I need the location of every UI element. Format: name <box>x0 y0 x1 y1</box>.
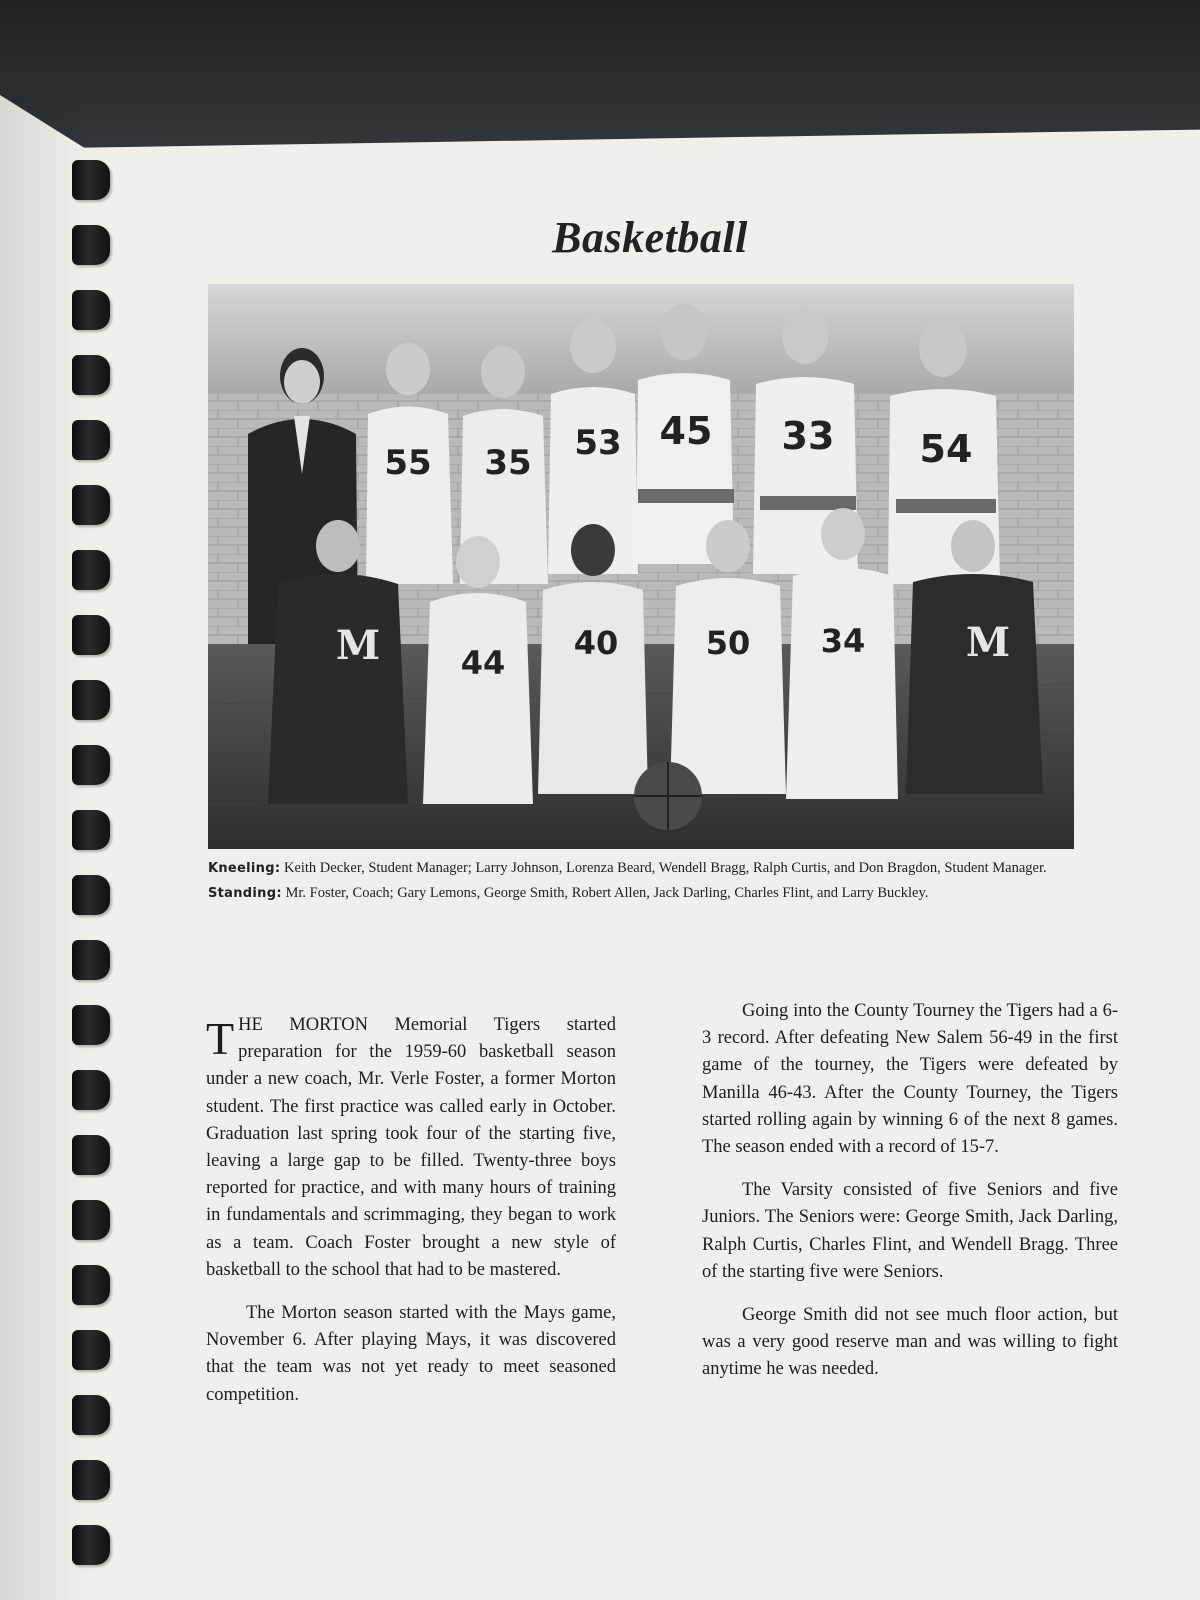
spiral-coil <box>72 485 110 525</box>
spiral-coil <box>72 875 110 915</box>
spiral-coil <box>72 1200 110 1240</box>
spiral-coil <box>72 290 110 330</box>
spiral-coil <box>72 940 110 980</box>
jersey-number: 54 <box>919 427 973 471</box>
spiral-coil <box>72 810 110 850</box>
caption-standing-names: Mr. Foster, Coach; Gary Lemons, George Smith, Robert Allen, Jack Darling, Charles Flint, and Larry Buckley. <box>285 885 929 901</box>
spiral-coil <box>72 615 110 655</box>
paragraph-lead: HE MORTON <box>238 1015 368 1035</box>
article-paragraph-3: Going into the County Tourney the Tigers had a 6-3 record. After defeating New Salem 56-49 in the first game of the tourney, the Tigers were defeated by Manilla 46-43. After the County Tourney, the Tigers started rolling again by winning 6 of the next 8 games. The season ended with a record of 15-7. <box>702 1001 1118 1158</box>
jersey-number: 33 <box>781 414 835 458</box>
article-paragraph-1 <box>206 1012 616 1284</box>
caption-kneeling-names: Keith Decker, Student Manager; Larry Johnson, Lorenza Beard, Wendell Bragg, Ralph Curtis, and Don Bragdon, Student Manager. <box>283 860 1047 876</box>
spiral-coil <box>72 1265 110 1305</box>
spiral-coil <box>72 160 110 200</box>
desk-background <box>0 0 1200 150</box>
jersey-number: 35 <box>484 443 532 483</box>
spiral-coil <box>72 680 110 720</box>
jersey-number: 45 <box>659 409 713 453</box>
team-photo <box>208 284 1074 849</box>
letter-m: M <box>335 622 381 669</box>
article-paragraph-4: The Varsity consisted of five Seniors and five Juniors. The Seniors were: George Smith, Jack Darling, Ralph Curtis, Charles Flint, and Wendell Bragg. Three of the starting five were Seniors. <box>702 1180 1118 1282</box>
spiral-coil <box>72 1005 110 1045</box>
jersey-number: 50 <box>705 624 751 662</box>
spiral-coil <box>72 1135 110 1175</box>
drop-cap: T <box>206 1013 235 1064</box>
jersey-number: 55 <box>384 443 432 483</box>
team-photo-illustration <box>208 284 1074 849</box>
caption-standing-label: Standing: <box>208 886 282 901</box>
caption-standing <box>208 883 1098 904</box>
spiral-coil <box>72 1395 110 1435</box>
article-column-left <box>206 1012 616 1409</box>
jersey-number: 53 <box>574 423 622 463</box>
spiral-coil <box>72 1460 110 1500</box>
article-paragraph-5: George Smith did not see much floor action, but was a very good reserve man and was willing to fight anytime he was needed. <box>702 1305 1118 1380</box>
spiral-coil <box>72 1070 110 1110</box>
photo-caption <box>208 858 1098 908</box>
jersey-number: 40 <box>573 624 619 662</box>
article-paragraph-2: The Morton season started with the Mays game, November 6. After playing Mays, it was discovered that the team was not yet ready to meet seasoned competition. <box>206 1303 616 1405</box>
spiral-coil <box>72 745 110 785</box>
spiral-coil <box>72 550 110 590</box>
article-column-right <box>702 998 1118 1384</box>
caption-kneeling <box>208 858 1098 879</box>
spiral-coil <box>72 355 110 395</box>
spiral-coil <box>72 420 110 460</box>
spiral-binding <box>68 160 118 1580</box>
spiral-coil <box>72 1525 110 1565</box>
letter-m: M <box>965 619 1011 666</box>
caption-kneeling-label: Kneeling: <box>208 861 281 876</box>
jersey-number: 44 <box>460 644 506 682</box>
page-title: Basketball <box>552 213 748 262</box>
spiral-coil <box>72 1330 110 1370</box>
paragraph-body: Memorial Tigers started preparation for the 1959-60 basketball season under a new coach, Mr. Verle Foster, a former Morton student. The first practice was called early in October. Graduation last spring took four of the starting five, leaving a large gap to be filled. Twenty-three boys reported for practice, and with many hours of training in fundamentals and scrimmaging, they began to work as a team. Coach Foster brought a new style of basketball to the school that had to be mastered. <box>206 1015 617 1280</box>
jersey-number: 34 <box>820 622 866 660</box>
